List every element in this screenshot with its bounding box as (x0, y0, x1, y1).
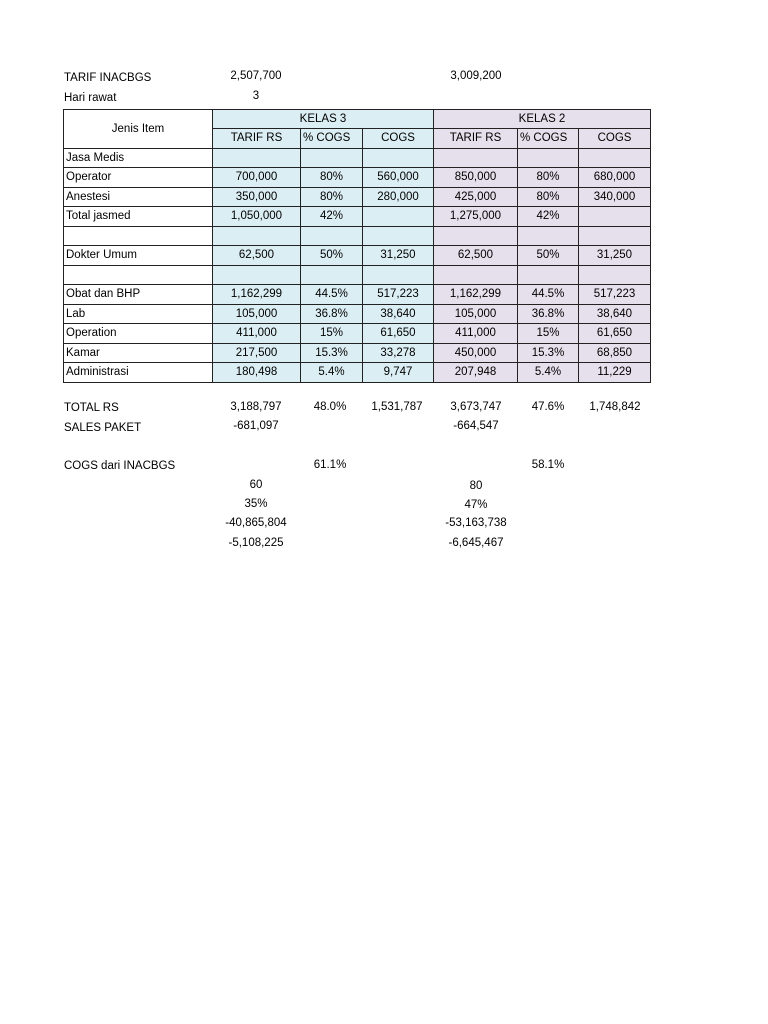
k2-tarif-cell: 207,948 (434, 363, 518, 383)
row-label: Administrasi (64, 363, 213, 383)
k2-cogs-cell: 11,229 (579, 363, 651, 383)
row-label: Operator (64, 168, 213, 188)
k3-tarif-cell: 350,000 (213, 187, 301, 207)
k2-tarif-cell (434, 265, 518, 285)
k3-tarif-cell (213, 226, 301, 246)
k3-cogs-cell (363, 207, 434, 227)
row-label: Dokter Umum (64, 246, 213, 266)
k2-tarif-cell (434, 226, 518, 246)
hari-rawat-value: 3 (252, 90, 260, 102)
k2-cogs-cell: 31,250 (579, 246, 651, 266)
k3-cogs-header: COGS (363, 129, 434, 149)
row-label (64, 265, 213, 285)
k2-cogs-cell (579, 265, 651, 285)
sales-paket-k3: -681,097 (233, 420, 279, 432)
table-row (64, 246, 651, 266)
cogs-inacbgs-k2-pct: 58.1% (531, 459, 565, 471)
cogs-k2-value-4: -6,645,467 (448, 537, 504, 549)
total-rs-label: TOTAL RS (64, 402, 119, 414)
k3-pct-cell (301, 265, 363, 285)
k2-tarif-cell: 62,500 (434, 246, 518, 266)
k3-pct-cell: 42% (301, 207, 363, 227)
k3-tarif-cell: 62,500 (213, 246, 301, 266)
total-rs-k2: 3,673,747 (450, 401, 502, 413)
k2-tarif-cell: 850,000 (434, 168, 518, 188)
k2-pct-cell: 44.5% (518, 285, 579, 305)
k3-pct-cell: 36.8% (301, 304, 363, 324)
row-label: Lab (64, 304, 213, 324)
cogs-k2-value-3: -53,163,738 (445, 517, 507, 529)
total-rs-k2-cogs: 1,748,842 (589, 401, 641, 413)
total-rs-k3-pct: 48.0% (313, 401, 347, 413)
k2-pct-cell (518, 148, 579, 168)
k3-pct-cell: 15.3% (301, 343, 363, 363)
row-label: Operation (64, 324, 213, 344)
row-label: Jasa Medis (64, 148, 213, 168)
k3-cogs-cell: 517,223 (363, 285, 434, 305)
k2-pct-cell: 36.8% (518, 304, 579, 324)
k2-pct-cell: 80% (518, 187, 579, 207)
kelas2-header: KELAS 2 (434, 110, 651, 129)
k3-cogs-cell (363, 148, 434, 168)
table-row (64, 285, 651, 305)
k3-pct-cell: 44.5% (301, 285, 363, 305)
k3-pct-cell: 15% (301, 324, 363, 344)
jenis-item-header: Jenis Item (64, 110, 213, 149)
k2-cogs-cell (579, 207, 651, 227)
k3-tarif-cell: 1,050,000 (213, 207, 301, 227)
kelas3-header: KELAS 3 (213, 110, 434, 129)
k2-pct-cell: 42% (518, 207, 579, 227)
k3-tarif-cell (213, 265, 301, 285)
k3-tarif-cell: 217,500 (213, 343, 301, 363)
k3-pct-cell: 80% (301, 187, 363, 207)
hari-rawat-label: Hari rawat (64, 92, 117, 104)
tarif-inacbgs-k2: 3,009,200 (450, 70, 502, 82)
cogs-k3-value-4: -5,108,225 (228, 537, 284, 549)
k2-cogs-cell: 680,000 (579, 168, 651, 188)
k3-pct-header: % COGS (301, 129, 363, 149)
k3-cogs-cell: 9,747 (363, 363, 434, 383)
k3-pct-cell (301, 226, 363, 246)
k3-cogs-cell: 33,278 (363, 343, 434, 363)
table-row (64, 265, 651, 285)
tarif-inacbgs-k3: 2,507,700 (230, 70, 282, 82)
k3-tarif-header: TARIF RS (213, 129, 301, 149)
table-row (64, 363, 651, 383)
cogs-inacbgs-k3-pct: 61.1% (313, 459, 347, 471)
row-label: Obat dan BHP (64, 285, 213, 305)
row-label: Anestesi (64, 187, 213, 207)
row-label (64, 226, 213, 246)
k2-pct-cell: 15% (518, 324, 579, 344)
k3-cogs-cell (363, 226, 434, 246)
k2-cogs-cell: 38,640 (579, 304, 651, 324)
cogs-k3-value-3: -40,865,804 (225, 517, 287, 529)
k3-pct-cell (301, 148, 363, 168)
table-row (64, 148, 651, 168)
row-label: Total jasmed (64, 207, 213, 227)
total-rs-k2-pct: 47.6% (531, 401, 565, 413)
k2-tarif-cell: 411,000 (434, 324, 518, 344)
sales-paket-label: SALES PAKET (64, 422, 142, 434)
table-row (64, 207, 651, 227)
cogs-k3-value-2: 35% (244, 498, 268, 510)
k3-cogs-cell: 31,250 (363, 246, 434, 266)
table-row (64, 226, 651, 246)
k2-cogs-cell: 340,000 (579, 187, 651, 207)
row-label: Kamar (64, 343, 213, 363)
k2-pct-cell (518, 226, 579, 246)
k2-cogs-cell: 61,650 (579, 324, 651, 344)
k2-cogs-cell (579, 226, 651, 246)
k3-tarif-cell: 105,000 (213, 304, 301, 324)
k3-cogs-cell: 560,000 (363, 168, 434, 188)
cogs-inacbgs-label: COGS dari INACBGS (64, 460, 176, 472)
table-row (64, 168, 651, 188)
table-row (64, 343, 651, 363)
table-header-row-1 (64, 110, 651, 129)
cogs-k2-value-2: 47% (464, 499, 488, 511)
k2-cogs-header: COGS (579, 129, 651, 149)
k2-tarif-header: TARIF RS (434, 129, 518, 149)
k2-cogs-cell: 517,223 (579, 285, 651, 305)
table-row (64, 324, 651, 344)
k3-cogs-cell: 280,000 (363, 187, 434, 207)
cogs-k2-value-1: 80 (469, 480, 483, 492)
k3-cogs-cell: 38,640 (363, 304, 434, 324)
table-row (64, 187, 651, 207)
k2-pct-cell: 5.4% (518, 363, 579, 383)
cogs-k3-value-1: 60 (249, 479, 263, 491)
k2-tarif-cell: 105,000 (434, 304, 518, 324)
k3-pct-cell: 80% (301, 168, 363, 188)
k3-pct-cell: 50% (301, 246, 363, 266)
k2-pct-cell: 15.3% (518, 343, 579, 363)
table-row (64, 304, 651, 324)
k3-tarif-cell (213, 148, 301, 168)
k3-cogs-cell (363, 265, 434, 285)
k3-tarif-cell: 700,000 (213, 168, 301, 188)
sales-paket-k2: -664,547 (453, 420, 499, 432)
cost-table (63, 109, 651, 383)
k2-tarif-cell: 450,000 (434, 343, 518, 363)
tarif-inacbgs-label: TARIF INACBGS (64, 72, 152, 84)
k2-pct-header: % COGS (518, 129, 579, 149)
total-rs-k3: 3,188,797 (230, 401, 282, 413)
k3-tarif-cell: 411,000 (213, 324, 301, 344)
k2-tarif-cell (434, 148, 518, 168)
k2-tarif-cell: 1,162,299 (434, 285, 518, 305)
k3-tarif-cell: 180,498 (213, 363, 301, 383)
k3-pct-cell: 5.4% (301, 363, 363, 383)
k2-tarif-cell: 425,000 (434, 187, 518, 207)
k3-cogs-cell: 61,650 (363, 324, 434, 344)
k2-cogs-cell: 68,850 (579, 343, 651, 363)
k2-pct-cell: 50% (518, 246, 579, 266)
total-rs-k3-cogs: 1,531,787 (371, 401, 423, 413)
k2-tarif-cell: 1,275,000 (434, 207, 518, 227)
k2-pct-cell: 80% (518, 168, 579, 188)
k3-tarif-cell: 1,162,299 (213, 285, 301, 305)
k2-cogs-cell (579, 148, 651, 168)
k2-pct-cell (518, 265, 579, 285)
